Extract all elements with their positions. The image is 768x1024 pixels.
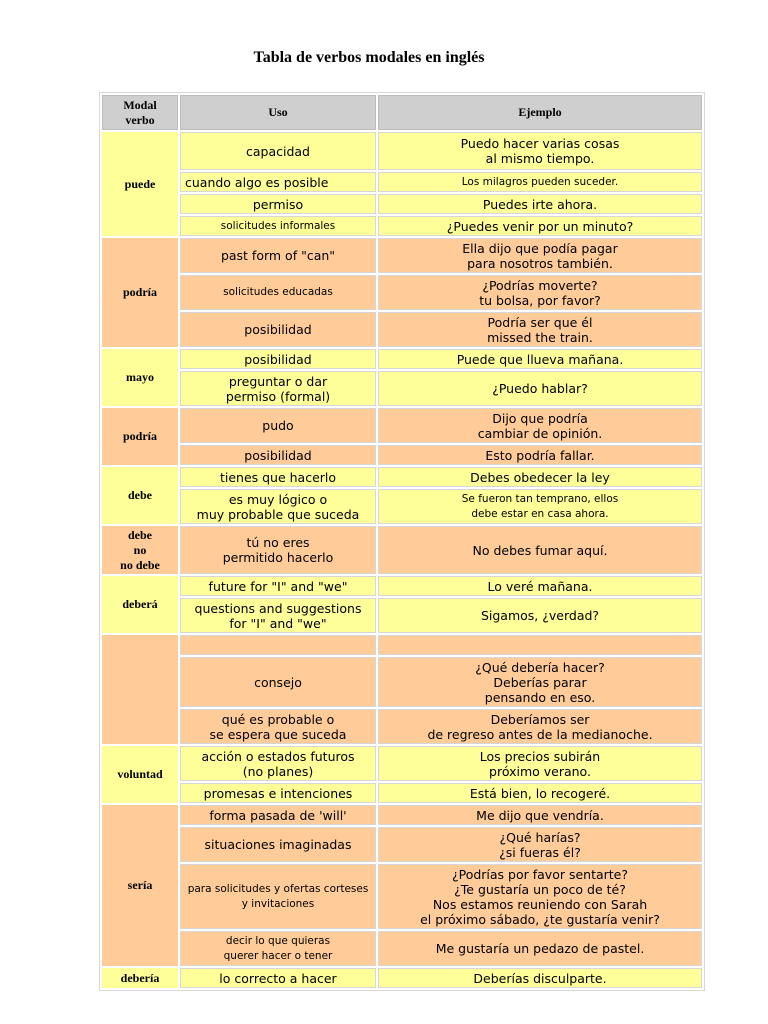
table-row	[102, 132, 702, 170]
table-row	[102, 709, 702, 744]
table-row	[102, 783, 702, 803]
header-uso: Uso	[180, 95, 376, 130]
table-row	[102, 445, 702, 465]
uso-cell: cuando algo es posible	[180, 172, 376, 192]
table-row	[102, 805, 702, 825]
uso-cell: permiso	[180, 194, 376, 214]
modal-verb-cell: voluntad	[102, 746, 178, 803]
ejemplo-cell: ¿Podrías moverte? tu bolsa, por favor?	[378, 275, 702, 310]
table-row	[102, 238, 702, 273]
uso-cell: lo correcto a hacer	[180, 968, 376, 988]
table-row	[102, 526, 702, 574]
uso-cell: future for "I" and "we"	[180, 576, 376, 596]
ejemplo-cell: Deberíamos ser de regreso antes de la medianoche.	[378, 709, 702, 744]
table-row	[102, 968, 702, 988]
table-row	[102, 931, 702, 966]
uso-cell	[180, 635, 376, 655]
ejemplo-cell: Los milagros pueden suceder.	[378, 172, 702, 192]
uso-cell: es muy lógico o muy probable que suceda	[180, 489, 376, 524]
uso-cell: preguntar o dar permiso (formal)	[180, 371, 376, 406]
uso-cell: solicitudes educadas	[180, 275, 376, 310]
modal-verb-cell: podría	[102, 238, 178, 347]
table-row	[102, 349, 702, 369]
uso-cell: capacidad	[180, 132, 376, 170]
uso-cell: acción o estados futuros (no planes)	[180, 746, 376, 781]
table-row	[102, 746, 702, 781]
ejemplo-cell: Está bien, lo recogeré.	[378, 783, 702, 803]
ejemplo-cell: Puede que llueva mañana.	[378, 349, 702, 369]
ejemplo-cell: Sigamos, ¿verdad?	[378, 598, 702, 633]
modal-verb-cell: puede	[102, 132, 178, 236]
ejemplo-cell: Me gustaría un pedazo de pastel.	[378, 931, 702, 966]
table-row	[102, 598, 702, 633]
table-body	[102, 132, 702, 988]
uso-cell: tienes que hacerlo	[180, 467, 376, 487]
table-row	[102, 489, 702, 524]
ejemplo-cell: Me dijo que vendría.	[378, 805, 702, 825]
table-row	[102, 576, 702, 596]
ejemplo-cell: Dijo que podría cambiar de opinión.	[378, 408, 702, 443]
ejemplo-cell: ¿Qué harías? ¿si fueras él?	[378, 827, 702, 862]
uso-cell: qué es probable o se espera que suceda	[180, 709, 376, 744]
modal-verb-cell: podría	[102, 408, 178, 465]
ejemplo-cell: Se fueron tan temprano, ellos debe estar en casa ahora.	[378, 489, 702, 524]
uso-cell: decir lo que quieras querer hacer o tener	[180, 931, 376, 966]
table-header-row	[102, 95, 702, 130]
table-row	[102, 172, 702, 192]
table-row	[102, 864, 702, 929]
modal-verb-cell	[102, 635, 178, 744]
uso-cell: forma pasada de 'will'	[180, 805, 376, 825]
ejemplo-cell: No debes fumar aquí.	[378, 526, 702, 574]
ejemplo-cell: Los precios subirán próximo verano.	[378, 746, 702, 781]
modal-verb-cell: sería	[102, 805, 178, 966]
ejemplo-cell: Ella dijo que podía pagar para nosotros también.	[378, 238, 702, 273]
uso-cell: past form of "can"	[180, 238, 376, 273]
table-row	[102, 635, 702, 655]
ejemplo-cell: Lo veré mañana.	[378, 576, 702, 596]
header-modal: Modal verbo	[102, 95, 178, 130]
uso-cell: posibilidad	[180, 349, 376, 369]
ejemplo-cell: ¿Qué debería hacer? Deberías parar pensando en eso.	[378, 657, 702, 707]
modal-verb-cell: deberá	[102, 576, 178, 633]
uso-cell: para solicitudes y ofertas corteses y invitaciones	[180, 864, 376, 929]
table-row	[102, 371, 702, 406]
table-row	[102, 467, 702, 487]
ejemplo-cell: Podría ser que él missed the train.	[378, 312, 702, 347]
uso-cell: consejo	[180, 657, 376, 707]
uso-cell: pudo	[180, 408, 376, 443]
modal-verbs-table	[99, 92, 705, 991]
ejemplo-cell: Esto podría fallar.	[378, 445, 702, 465]
table-row	[102, 657, 702, 707]
table-row	[102, 216, 702, 236]
uso-cell: solicitudes informales	[180, 216, 376, 236]
modal-verb-cell: debe no no debe	[102, 526, 178, 574]
header-ejemplo: Ejemplo	[378, 95, 702, 130]
table-row	[102, 275, 702, 310]
modal-verb-cell: debe	[102, 467, 178, 524]
ejemplo-cell	[378, 635, 702, 655]
table-row	[102, 827, 702, 862]
ejemplo-cell: ¿Puedo hablar?	[378, 371, 702, 406]
ejemplo-cell: Deberías disculparte.	[378, 968, 702, 988]
uso-cell: posibilidad	[180, 445, 376, 465]
modal-verb-cell: debería	[102, 968, 178, 988]
ejemplo-cell: Puedo hacer varias cosas al mismo tiempo.	[378, 132, 702, 170]
uso-cell: situaciones imaginadas	[180, 827, 376, 862]
uso-cell: posibilidad	[180, 312, 376, 347]
modal-verb-cell: mayo	[102, 349, 178, 406]
uso-cell: promesas e intenciones	[180, 783, 376, 803]
table-row	[102, 194, 702, 214]
ejemplo-cell: ¿Podrías por favor sentarte? ¿Te gustaría un poco de té? Nos estamos reuniendo con Sarah el próximo sábado, ¿te gustaría venir?	[378, 864, 702, 929]
ejemplo-cell: Puedes irte ahora.	[378, 194, 702, 214]
page-title: Tabla de verbos modales en inglés	[253, 49, 485, 66]
table-row	[102, 312, 702, 347]
table-row	[102, 408, 702, 443]
ejemplo-cell: Debes obedecer la ley	[378, 467, 702, 487]
ejemplo-cell: ¿Puedes venir por un minuto?	[378, 216, 702, 236]
uso-cell: tú no eres permitido hacerlo	[180, 526, 376, 574]
uso-cell: questions and suggestions for "I" and "we"	[180, 598, 376, 633]
